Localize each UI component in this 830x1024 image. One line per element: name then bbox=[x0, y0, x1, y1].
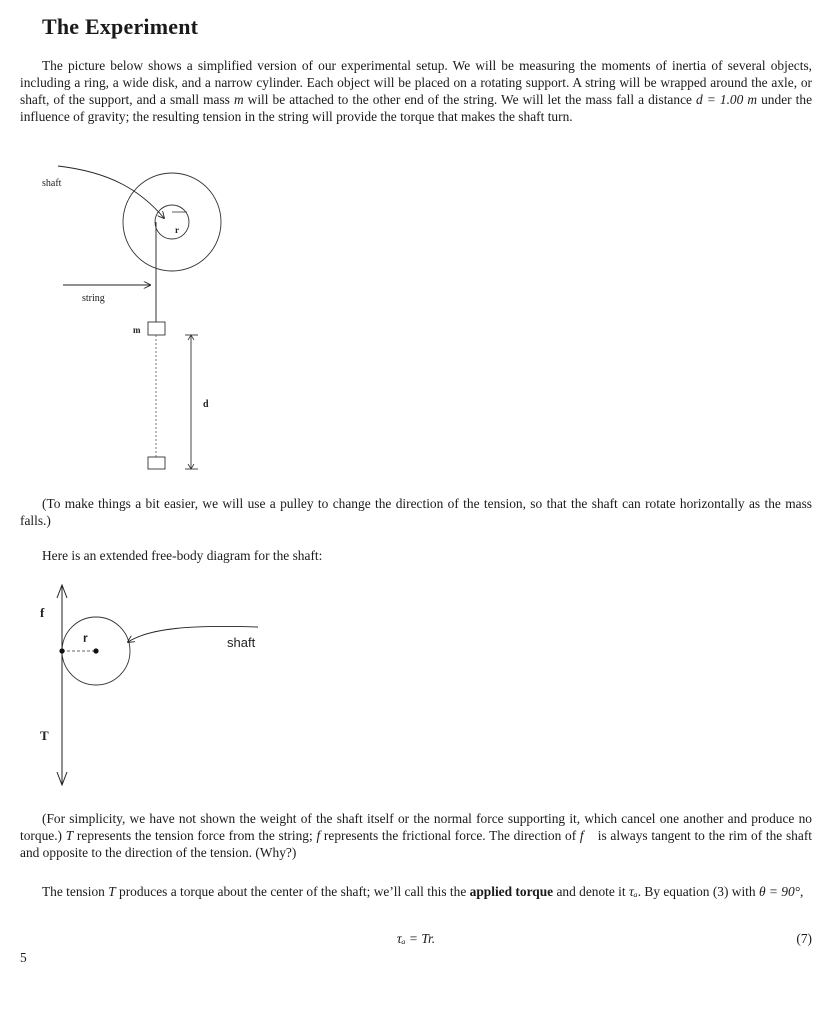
mass-block-bottom bbox=[148, 457, 165, 469]
equation-expression: τₐ = Tr. bbox=[396, 931, 436, 946]
intro-text-3: under the influence of gravity; the resulting tension in the string will provide the torque that makes the shaft turn. bbox=[20, 92, 813, 124]
distance-expression: d = 1.00 m bbox=[696, 92, 758, 107]
applied-torque-term: applied torque bbox=[469, 884, 554, 899]
shaft-pointer-arrow bbox=[58, 166, 164, 218]
torque-text-5: , bbox=[800, 884, 804, 899]
theta-expression: θ = 90° bbox=[758, 884, 800, 899]
friction-vector-symbol: f⃗ bbox=[579, 828, 595, 843]
radius-label: r bbox=[175, 225, 179, 235]
shaft-circle bbox=[155, 205, 189, 239]
forces-text-3: represents the frictional force. The direction of bbox=[320, 828, 580, 843]
mass-symbol: m bbox=[233, 92, 244, 107]
shaft-label: shaft bbox=[42, 178, 62, 189]
free-body-diagram bbox=[0, 575, 300, 795]
fbd-intro-text: Here is an extended free-body diagram for the shaft: bbox=[42, 548, 323, 563]
center-point bbox=[93, 648, 98, 653]
torque-text-4: . By equation (3) with bbox=[637, 884, 759, 899]
radius-label: r bbox=[83, 631, 88, 645]
torque-text-2: produces a torque about the center of the shaft; we’ll call this the bbox=[115, 884, 470, 899]
forces-text-2: represents the tension force from the string; bbox=[73, 828, 317, 843]
tension-symbol: T bbox=[65, 828, 74, 843]
tau-symbol: τₐ bbox=[628, 884, 638, 899]
forces-paragraph bbox=[20, 810, 812, 861]
distance-label: d bbox=[203, 399, 209, 410]
forces-text-4: is always tangent to the rim of the shaft and opposite to the direction of the tension. (Why?) bbox=[20, 828, 813, 860]
equation-number: (7) bbox=[796, 931, 812, 946]
torque-text-1: The tension bbox=[42, 884, 109, 899]
setup-figure bbox=[0, 150, 300, 480]
torque-text-3: and denote it bbox=[553, 884, 629, 899]
pulley-text: (To make things a bit easier, we will use a pulley to change the direction of the tension, so that the shaft can rotate horizontally as the mass falls.) bbox=[20, 496, 812, 528]
contact-point bbox=[59, 648, 64, 653]
tension-symbol: T bbox=[108, 884, 116, 899]
page-number: 5 bbox=[20, 950, 27, 965]
intro-text-2: will be attached to the other end of the string. We will let the mass fall a distance bbox=[243, 92, 697, 107]
intro-paragraph bbox=[20, 57, 812, 125]
intro-text-1: The picture below shows a simplified version of our experimental setup. We will be measuring the moments of inertia of several objects, including a ring, a wide disk, and a narrow cylinder. Each object will be placed on a rotating support. A string will be wrapped around the axle, or shaft, of the support, and a small mass bbox=[20, 58, 812, 107]
string-label: string bbox=[82, 293, 105, 304]
pulley-paragraph bbox=[20, 495, 812, 529]
support-disk bbox=[123, 173, 221, 271]
mass-label: m bbox=[133, 325, 141, 335]
torque-paragraph bbox=[20, 883, 812, 900]
tension-label: T bbox=[40, 728, 49, 743]
section-title: The Experiment bbox=[42, 14, 199, 39]
mass-block-top bbox=[148, 322, 165, 335]
shaft-label: shaft bbox=[227, 635, 256, 650]
forces-text-1: (For simplicity, we have not shown the weight of the shaft itself or the normal force supporting it, which cancel one another and produce no torque.) bbox=[20, 811, 812, 843]
fbd-intro-paragraph bbox=[20, 547, 812, 564]
friction-label: f bbox=[40, 605, 45, 620]
friction-symbol: f bbox=[316, 828, 321, 843]
